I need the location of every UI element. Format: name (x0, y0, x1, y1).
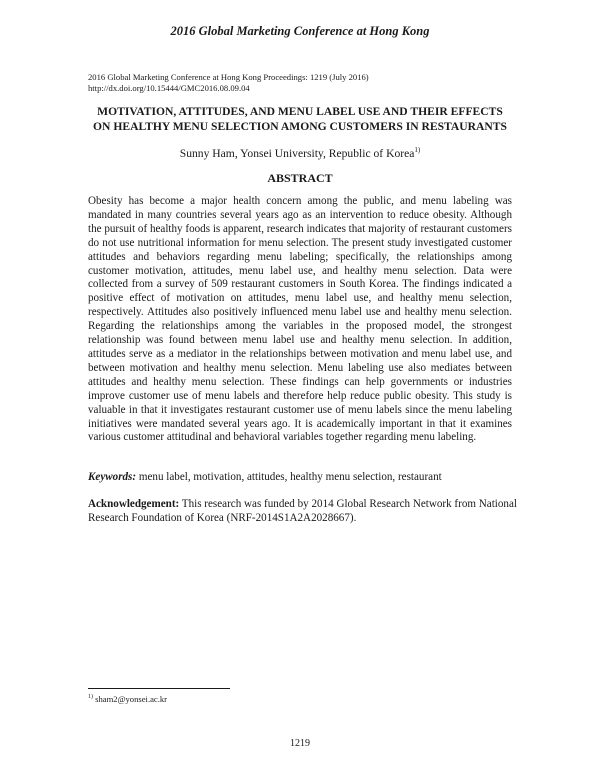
acknowledgement-label: Acknowledgement: (88, 498, 180, 510)
abstract-heading: ABSTRACT (267, 171, 333, 185)
author-text: Sunny Ham, Yonsei University, Republic of Korea (179, 147, 415, 160)
proceedings-info (88, 72, 528, 94)
running-head: 2016 Global Marketing Conference at Hong Kong (170, 24, 430, 38)
footnote-email[interactable]: sham2@yonsei.ac.kr (95, 694, 168, 704)
author-footnote-marker: 1) (414, 146, 421, 155)
keywords (88, 470, 512, 484)
footnote-divider (88, 688, 230, 689)
paper-title-line-2: ON HEALTHY MENU SELECTION AMONG CUSTOMERS IN RESTAURANTS (93, 120, 507, 133)
proceedings-citation: 2016 Global Marketing Conference at Hong Kong Proceedings: 1219 (July 2016) (88, 72, 369, 82)
keywords-label: Keywords: (88, 471, 137, 483)
page-number: 1219 (290, 738, 310, 749)
keywords-text: menu label, motivation, attitudes, healthy menu selection, restaurant (138, 471, 442, 483)
doi-link[interactable]: http://dx.doi.org/10.15444/GMC2016.08.09.04 (88, 83, 250, 93)
paper-title (60, 104, 540, 134)
footnote-marker: 1) (88, 694, 93, 701)
abstract-body: Obesity has become a major health concern among the public, and menu labeling was mandated in many countries several years ago as an intervention to reduce obesity. Although the pursuit of healthy foods is apparent, research indicates that majority of restaurant customers do not use nutritional information for menu selection. The present study investigated customer attitudes and behaviors regarding menu labeling; specifically, the relationships among customer motivation, attitudes, menu label use, and healthy menu selection. Data were collected from a survey of 509 restaurant customers in South Korea. The findings indicated a positive effect of motivation on attitudes, menu label use, and healthy menu selection, respectively. Attitudes also positively influenced menu label use and healthy menu selection. Regarding the relationships among the variables in the proposed model, the strongest relationship was found between menu label use and healthy menu selection. In addition, attitudes serve as a mediator in the relationships between motivation and menu label use, and between motivation and healthy menu selection. Menu labeling use also mediates between attitudes and healthy menu selection. These findings can help governments or industries improve customer use of menu labels and therefore help reduce public obesity. This study is valuable in that it investigates restaurant customer use of menu labels since the menu labeling initiatives were mandated several years ago. It is academically important in that it examines various customer attitudinal and behavioral variables together regarding menu labeling. (88, 195, 512, 444)
footnote (88, 694, 167, 704)
acknowledgement-text: This research was funded by 2014 Global Research Network from National Research Foundation of Korea (NRF-2014S1A2A2028667). (88, 498, 517, 524)
author-line (0, 147, 600, 160)
acknowledgement (88, 497, 518, 525)
paper-title-line-1: MOTIVATION, ATTITUDES, AND MENU LABEL USE AND THEIR EFFECTS (97, 105, 503, 118)
